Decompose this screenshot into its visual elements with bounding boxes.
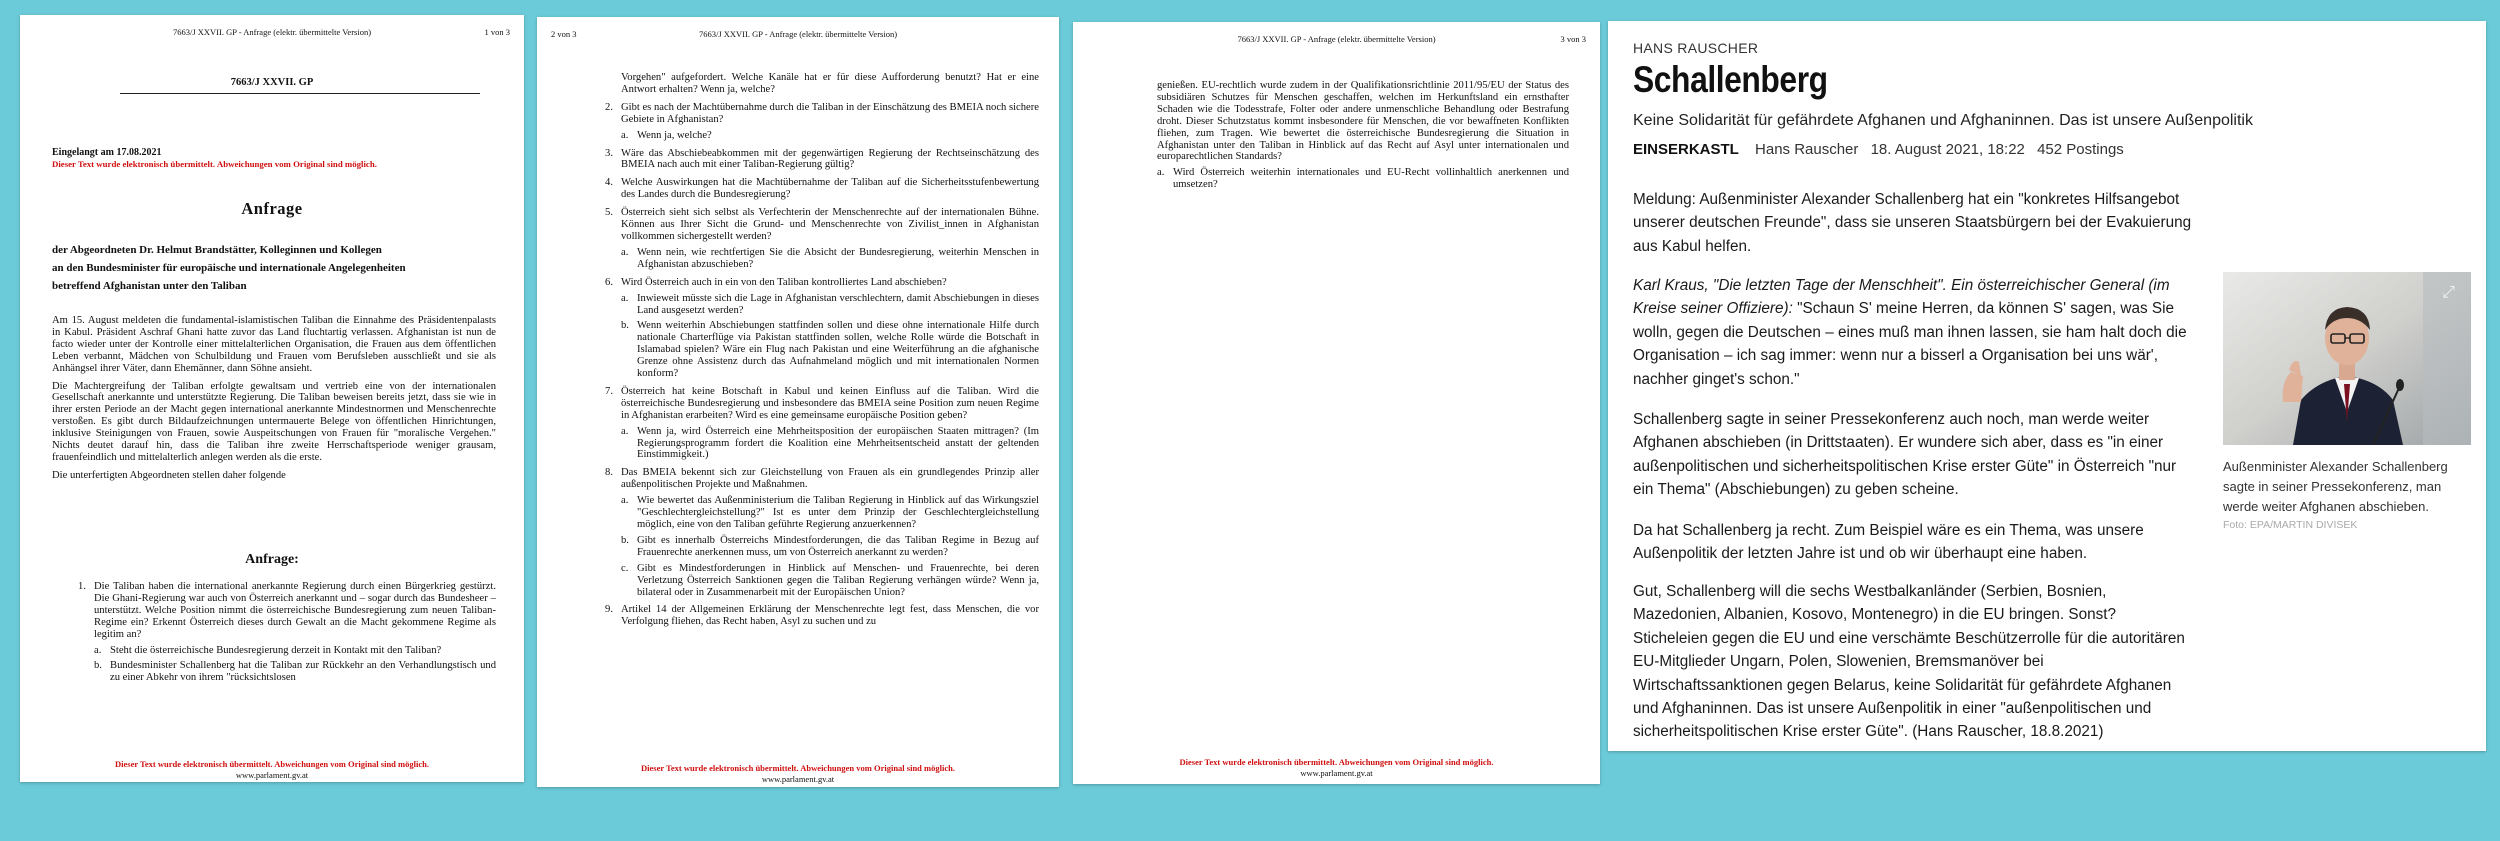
- question-8b: b. Gibt es innerhalb Österreichs Mindestforderungen, die das Taliban Regime in Bezug auf Frauenrechte anerkennen muss, um von Österreich anerkannt zu werden?: [621, 534, 1039, 558]
- question-continuation: genießen. EU-rechtlich wurde zudem in der Qualifikationsrichtlinie 2011/95/EU der Status des subsidiären Schutzes für Menschen geschaffen, welchen im Herkunftsland ein ernsthafter Schaden wie die Todesstrafe, Folter oder andere unmenschliche Behandlung oder Bestrafung droht. Dieser Schutzstatus kommt insbesondere für Menschen, die vor bewaffneten Konflikten fliehen, zum Tragen. Wie bewertet die österreichische Bundesregierung die Situation in Afghanistan unter den Taliban in Hinblick auf das Recht auf Asyl unter internationalen und europarechtlichen Standards?: [1157, 80, 1569, 163]
- question-5: 5. Österreich sieht sich selbst als Verfechterin der Menschenrechte auf der internationalen Bühne. Können aus Ihrer Sicht die Grund- und Menschenrechte von Zivilist_innen in Afghanistan vollkommen sichergestellt werden?: [605, 207, 1039, 242]
- inquiry-heading: Anfrage: [241, 199, 303, 218]
- quote-text: "Schaun S' meine Herren, da können S' sagen, was Sie wolln, gegen die Deutschen – eines muß man ihnen lassen, sie ham halt doch die Organisation – ich sag immer: wenn nur a bisserl a Organisation bei uns wär', nachher ginget's schon.": [1633, 300, 2187, 388]
- article-date: 18. August 2021, 18:22: [1870, 141, 2025, 158]
- article-paragraph: Da hat Schallenberg ja recht. Zum Beispiel wäre es ein Thema, was unsere Außenpolitik der letzten Jahre ist und ob wir überhaupt eine haben.: [1633, 522, 2144, 563]
- footer-note: Dieser Text wurde elektronisch übermittelt. Abweichungen vom Original sind möglich.: [641, 763, 955, 773]
- question-8: 8. Das BMEIA bekennt sich zur Gleichstellung von Frauen als ein grundlegendes Prinzip aller außenpolitischen Projekte und Maßnahmen.: [605, 467, 1039, 491]
- article-title: Schallenberg: [1633, 59, 1828, 100]
- article-photo[interactable]: [2223, 272, 2471, 445]
- photo-credit: Foto: EPA/MARTIN DIVISEK: [2223, 519, 2358, 531]
- footer-link[interactable]: www.parlament.gv.at: [761, 774, 835, 784]
- question-list: [72, 581, 496, 684]
- footer-link[interactable]: www.parlament.gv.at: [1300, 768, 1373, 778]
- article-byline[interactable]: Hans Rauscher: [1755, 141, 1859, 158]
- question-1a: a. Steht die österreichische Bundesregierung derzeit in Kontakt mit den Taliban?: [94, 644, 442, 656]
- footer-note: Dieser Text wurde elektronisch übermittelt. Abweichungen vom Original sind möglich.: [115, 759, 429, 769]
- question-7: 7. Österreich hat keine Botschaft in Kabul und keinen Einfluss auf die Taliban. Wird die österreichische Bundesregierung und insbesondere das BMEIA seine Position zum neuen Regime in Afghanistan erarbeiten? Wird es eine gemeinsame europäische Position geben?: [605, 385, 1039, 421]
- article-paragraph: [1633, 274, 2193, 391]
- header-title: 7663/J XXVII. GP - Anfrage (elektr. übermittelte Version): [1237, 34, 1436, 44]
- question-1: 1. Die Taliban haben die international anerkannte Regierung durch einen Bürgerkrieg gestürzt. Die Ghani-Regierung war auch von Österreich anerkannt und – sogar durch das Bundesheer – unterstützt. Welche Position nimmt die österreichische Bundesregierung zum neuen Taliban-Regime ein? Erkennt Österreich dieses durch Gewalt an die Macht gekommene Regime als legitim an?: [78, 581, 496, 640]
- page-number: 2 von 3: [551, 29, 577, 39]
- page-footer: [1073, 757, 1600, 779]
- paragraph: Die Machtergreifung der Taliban erfolgte gewaltsam und vertrieb eine von der internationalen Gesellschaft anerkannte und unterstützte Regierung. Die Taliban beweisen bereits jetzt, dass sie wie in ihrer ersten Periode an der Macht gegen international anerkannte Mindestnormen und Menschenrechte verstoßen. Es gibt durch Bildaufzeichnungen untermauerte Belege von öffentlichen Hinrichtungen, inklusive Steinigungen von Frauen, sowie Auspeitschungen von Frauen für "moralische Vergehen." Nichts deutet darauf hin, dass die Taliban ihre zweite Herrschaftsperiode weniger grausam, frauenfeindlich und mittelalterlich anlegen werden als die erste.: [52, 380, 496, 463]
- question-2a: a. Wenn ja, welche?: [621, 129, 712, 141]
- question-continuation: Vorgehen" aufgefordert. Welche Kanäle hat er für diese Aufforderung benutzt? Hat er eine Antwort erhalten? Wenn ja, welche?: [621, 72, 1039, 95]
- received-date: Eingelangt am 17.08.2021: [52, 147, 162, 158]
- question-list: [599, 72, 1039, 628]
- footer-link[interactable]: www.parlament.gv.at: [235, 770, 309, 780]
- question-7a: a. Wenn ja, wird Österreich eine Mehrheitsposition der europäischen Staaten mittragen? (Im Regierungsprogramm fordert die Koalition eine Mehrheitsentscheid anstatt der geltenden Einstimmigkeit.): [621, 425, 1039, 461]
- question-list: [1135, 80, 1569, 191]
- question-5a: a. Wenn nein, wie rechtfertigen Sie die Absicht der Bundesregierung, weiterhin Menschen in Afghanistan abzuschieben?: [621, 246, 1039, 270]
- article-paragraph: Gut, Schallenberg will die sechs Westbalkanländer (Serbien, Bosnien, Mazedonien, Albanien, Kosovo, Montenegro) in die EU bringen. Sonst? Sticheleien gegen die EU und eine verschämte Beschützerrolle für die autoritären EU-Mitglieder Ungarn, Polen, Slowenien, Bremsmanöver bei Wirtschaftssanktionen gegen Belarus, keine Solidarität für gefährdete Afghanen und Afghaninnen. Das ist unsere Außenpolitik in einer "außenpolitischen und sicherheitspolitischen Krise erster Güte". (Hans Rauscher, 18.8.2021): [1633, 583, 2185, 741]
- question-4: 4. Welche Auswirkungen hat die Machtübernahme der Taliban auf die Sicherheitsstufenbewertung des Landes durch die Bundesregierung?: [605, 177, 1039, 201]
- question-9a: a. Wird Österreich weiterhin internationales und EU-Recht vollinhaltlich anerkennen und umsetzen?: [1157, 167, 1569, 191]
- inquiry-subject: betreffend Afghanistan unter den Taliban: [52, 280, 247, 292]
- document-page-3: [1073, 22, 1600, 784]
- article-paragraph: Meldung: Außenminister Alexander Schallenberg hat ein "konkretes Hilfsangebot unserer deutschen Freunde", dass sie unseren Staatsbürgern bei der Evakuierung aus Kabul helfen.: [1633, 191, 2192, 255]
- question-3: 3. Wäre das Abschiebeabkommen mit der gegenwärtigen Regierung der Rechtseinschätzung des BMEIA nach auch mit einer Taliban-Regierung gültig?: [605, 147, 1039, 171]
- received-note: Dieser Text wurde elektronisch übermittelt. Abweichungen vom Original sind möglich.: [52, 159, 377, 169]
- inquiry-recipient: an den Bundesminister für europäische und internationale Angelegenheiten: [52, 262, 406, 274]
- intro-text: [52, 315, 496, 482]
- question-6b: b. Wenn weiterhin Abschiebungen stattfinden sollen und diese ohne internationale Hilfe durch nationale Charterflüge via Pakistan stattfinden sollen, welche Rolle würde die Botschaft in Islamabad spielen? Wäre ein Flug nach Pakistan und eine Weiterführung an die afghanische Grenze ohne Assistenz durch das Aufnahmeland möglich und mit internationalen Normen konform?: [621, 320, 1039, 380]
- footer-note: Dieser Text wurde elektronisch übermittelt. Abweichungen vom Original sind möglich.: [1179, 757, 1494, 767]
- page-number: 1 von 3: [484, 27, 510, 37]
- page-number: 3 von 3: [1560, 34, 1586, 44]
- question-6a: a. Inwieweit müsste sich die Lage in Afghanistan verschlechtern, damit Abschiebungen in dieses Land ausgesetzt werden?: [621, 292, 1039, 316]
- document-page-1: [20, 15, 524, 782]
- article-author[interactable]: HANS RAUSCHER: [1633, 40, 1759, 56]
- question-6: 6. Wird Österreich auch in ein von den Taliban kontrolliertes Land abschieben?: [605, 276, 947, 288]
- divider: [120, 93, 480, 94]
- header-title: 7663/J XXVII. GP - Anfrage (elektr. übermittelte Version): [698, 29, 898, 39]
- question-8a: a. Wie bewertet das Außenministerium die Taliban Regierung in Hinblick auf das Wirkungsziel "Geschlechtergleichstellung?" Ist es unter dem Prinzip der Geschlechtergleichstellung möglich, eine von den Taliban geführte Regierung anzuerkennen?: [621, 495, 1039, 530]
- article-meta: [1633, 141, 2132, 158]
- paragraph: Am 15. August meldeten die fundamental-islamistischen Taliban die Einnahme des Präsidentenpalasts in Kabul. Präsident Aschraf Ghani hatte zuvor das Land fluchtartig verlassen. Afghanistan ist nun de facto wieder unter der Kontrolle einer mittelalterlichen Organisation, die Frauen aus dem öffentlichen Leben verbannt, Mädchen von Schulbildung und Frauen vom Berufsleben ausschließt und sie als Anhängsel ihrer Väter, dann Ehemänner, dann Söhne ansieht.: [52, 315, 496, 374]
- page-footer: [537, 763, 1059, 785]
- article-panel: [1608, 21, 2486, 751]
- header-title: 7663/J XXVII. GP - Anfrage (elektr. übermittelte Version): [172, 27, 372, 37]
- question-1b: b. Bundesminister Schallenberg hat die Taliban zur Rückkehr an den Verhandlungstisch und zu einer Abkehr von ihrem "rücksichtslosen: [94, 660, 496, 684]
- document-number: 7663/J XXVII. GP: [230, 77, 314, 88]
- questions-heading: Anfrage:: [245, 552, 299, 567]
- page-footer: [20, 759, 524, 781]
- article-category[interactable]: EINSERKASTL: [1633, 141, 1739, 158]
- document-page-2: [537, 17, 1059, 787]
- question-9: 9. Artikel 14 der Allgemeinen Erklärung der Menschenrechte legt fest, dass Menschen, die vor Verfolgung fliehen, das Recht haben, Asyl zu suchen und zu: [605, 604, 1039, 628]
- article-paragraph: Schallenberg sagte in seiner Pressekonferenz auch noch, man werde weiter Afghanen abschieben (in Drittstaaten). Er wundere sich aber, dass es "in einer außenpolitischen und sicherheitspolitischen Krise erster Güte" in Österreich "nur ein Thema" (Abschiebungen) zu geben scheine.: [1633, 411, 2177, 499]
- postings-link[interactable]: 452 Postings: [2037, 141, 2124, 158]
- question-8c: c. Gibt es Mindestforderungen in Hinblick auf Menschen- und Frauenrechte, bei deren Verletzung Österreich Sanktionen gegen die Taliban Regierung verhängen würde? Wenn ja, bilateral oder in Zusammenarbeit mit der Europäischen Union?: [621, 562, 1039, 598]
- question-2: 2. Gibt es nach der Machtübernahme durch die Taliban in der Einschätzung des BMEIA noch sichere Gebiete in Afghanistan?: [605, 101, 1039, 125]
- article-lead: Keine Solidarität für gefährdete Afghanen und Afghaninnen. Das ist unsere Außenpolitik: [1633, 112, 2253, 129]
- expand-icon[interactable]: ⤢: [2442, 284, 2455, 301]
- photo-illustration: [2223, 272, 2471, 445]
- inquiry-authors: der Abgeordneten Dr. Helmut Brandstätter, Kolleginnen und Kollegen: [52, 244, 382, 256]
- photo-caption: Außenminister Alexander Schallenberg sagte in seiner Pressekonferenz, man werde weiter Afghanen abschieben.: [2223, 459, 2448, 514]
- quote-source: Karl Kraus, "Die letzten Tage der Menschheit". Ein österreichischer General (im Kreise seiner Offiziere):: [1633, 277, 2170, 318]
- inquiry-parties: [52, 241, 406, 295]
- paragraph: Die unterfertigten Abgeordneten stellen daher folgende: [52, 469, 286, 481]
